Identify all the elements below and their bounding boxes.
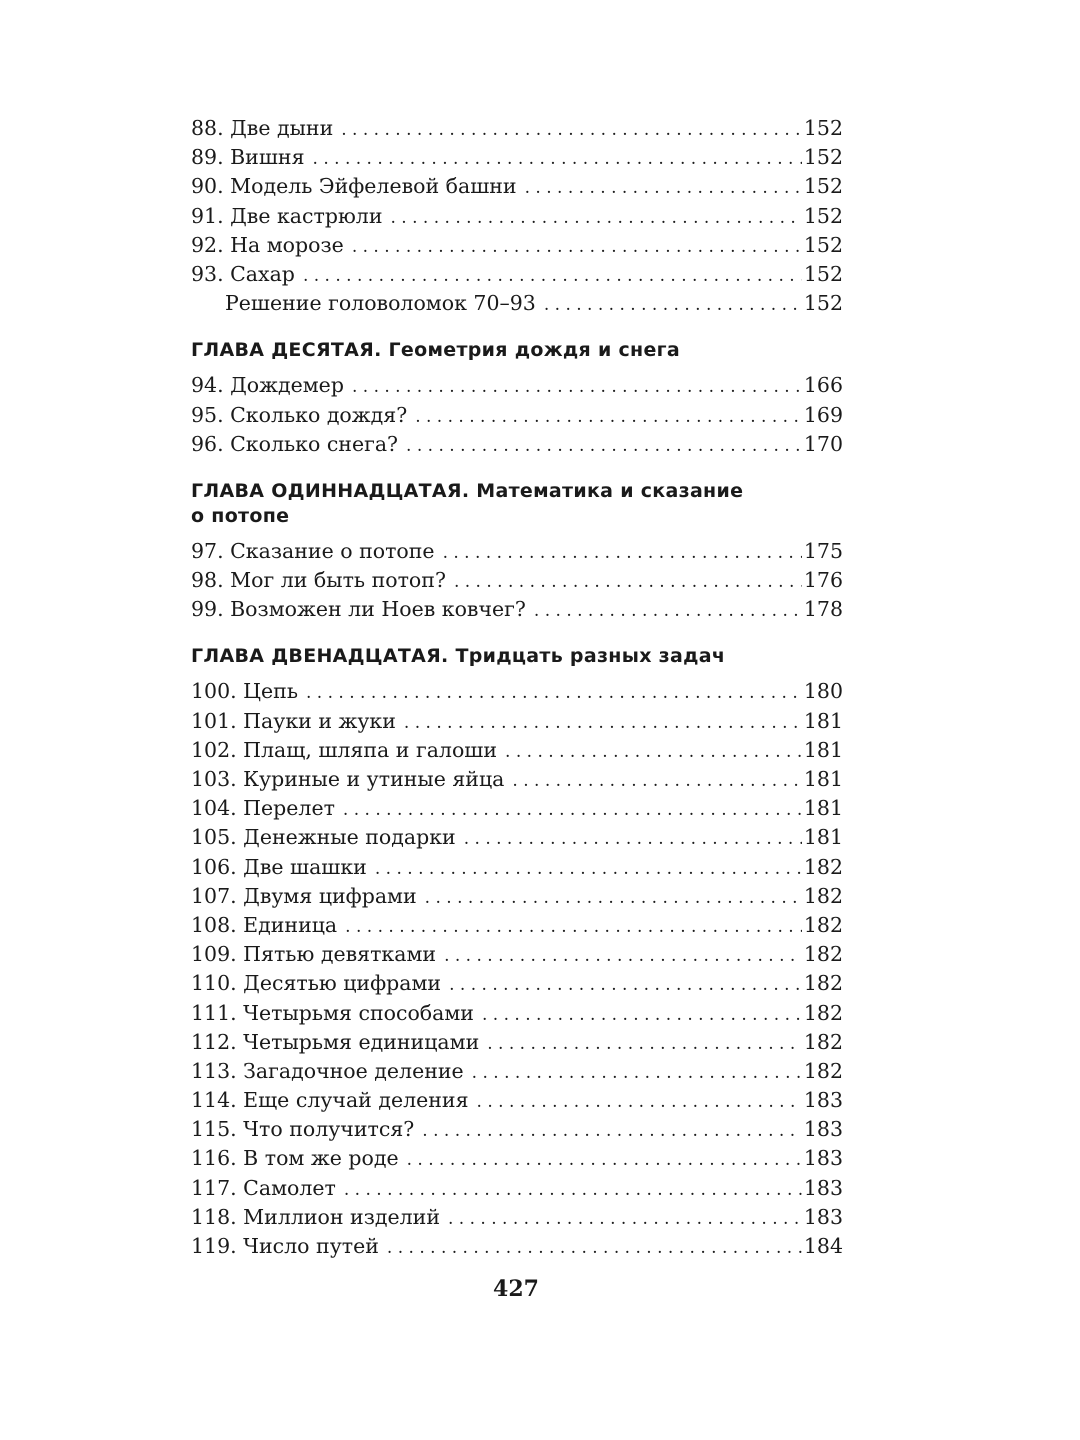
- toc-entry-title: 98. Мог ли быть потоп?: [191, 568, 446, 593]
- toc-entry-page: 166: [803, 373, 843, 398]
- toc-entry-page: 181: [803, 796, 843, 821]
- toc-entry[interactable]: [191, 853, 843, 882]
- toc-entry-title: 95. Сколько дождя?: [191, 402, 408, 427]
- toc-entry-title: 96. Сколько снега?: [191, 431, 399, 456]
- toc-entry-title: 94. Дождемер: [191, 373, 344, 398]
- toc-entry-page: 183: [803, 1088, 843, 1113]
- toc-entry[interactable]: [191, 566, 843, 595]
- toc-entry-page: 182: [803, 883, 843, 908]
- chapter-heading: [191, 338, 843, 363]
- toc-entry-page: 183: [803, 1117, 843, 1142]
- dot-leader: [425, 884, 802, 913]
- toc-entry-title: 104. Перелет: [191, 796, 335, 821]
- toc-entry-title: 102. Плащ, шляпа и галоши: [191, 737, 498, 762]
- table-of-contents: [191, 114, 843, 1261]
- toc-entry-title: 107. Двумя цифрами: [191, 883, 417, 908]
- toc-entry-title: 117. Самолет: [191, 1175, 336, 1200]
- dot-leader: [512, 767, 801, 796]
- dot-leader: [454, 568, 802, 597]
- toc-entry-page: 169: [803, 402, 843, 427]
- toc-entry-page: 176: [803, 568, 843, 593]
- toc-entry-title: 91. Две кастрюли: [191, 203, 383, 228]
- toc-entry[interactable]: [191, 231, 843, 260]
- toc-entry-page: 184: [803, 1234, 843, 1258]
- toc-entry-page: 152: [803, 232, 843, 257]
- toc-entry-title: 119. Число путей: [191, 1234, 379, 1258]
- chapter-heading-line: о потопе: [191, 504, 290, 527]
- toc-entry-page: 178: [803, 597, 843, 622]
- toc-entry[interactable]: [191, 289, 843, 318]
- dot-leader: [444, 942, 802, 971]
- toc-entry-page: 182: [803, 942, 843, 967]
- toc-entry[interactable]: [191, 823, 843, 852]
- toc-entry-page: 152: [803, 291, 843, 316]
- toc-entry-title: 89. Вишня: [191, 145, 305, 170]
- chapter-heading: [191, 644, 843, 669]
- toc-entry-title: 108. Единица: [191, 912, 338, 937]
- dot-leader: [404, 709, 802, 738]
- toc-entry-page: 182: [803, 1029, 843, 1054]
- toc-entry[interactable]: [191, 1232, 843, 1261]
- toc-entry[interactable]: [191, 1174, 843, 1203]
- toc-entry-page: 152: [803, 145, 843, 170]
- toc-entry[interactable]: [191, 911, 843, 940]
- toc-entry[interactable]: [191, 202, 843, 231]
- dot-leader: [306, 679, 802, 708]
- toc-entry-title: 97. Сказание о потопе: [191, 538, 435, 563]
- toc-entry[interactable]: [191, 1057, 843, 1086]
- toc-entry[interactable]: [191, 736, 843, 765]
- toc-section: [191, 479, 843, 625]
- dot-leader: [352, 233, 802, 262]
- dot-leader: [391, 204, 802, 233]
- toc-entry-title: 110. Десятью цифрами: [191, 971, 442, 996]
- dot-leader: [482, 1001, 802, 1030]
- toc-entry-title: 109. Пятью девятками: [191, 942, 437, 967]
- toc-entry-title: 112. Четырьмя единицами: [191, 1029, 480, 1054]
- toc-entry-page: 181: [803, 825, 843, 850]
- toc-entry-page: 175: [803, 538, 843, 563]
- toc-entry[interactable]: [191, 794, 843, 823]
- toc-entry[interactable]: [191, 1144, 843, 1173]
- toc-entry[interactable]: [191, 114, 843, 143]
- toc-entry[interactable]: [191, 1115, 843, 1144]
- toc-entry[interactable]: [191, 677, 843, 706]
- dot-leader: [534, 597, 802, 626]
- toc-entry-title: 103. Куриные и утиные яйца: [191, 767, 505, 791]
- toc-entry[interactable]: [191, 707, 843, 736]
- toc-entry-title: 114. Еще случай деления: [191, 1088, 469, 1113]
- toc-entry-title: 88. Две дыни: [191, 116, 334, 140]
- toc-entry-page: 170: [803, 431, 843, 456]
- toc-entry-page: 182: [803, 1058, 843, 1083]
- toc-entry-page: 152: [803, 261, 843, 286]
- toc-entry-page: 183: [803, 1146, 843, 1171]
- dot-leader: [464, 825, 802, 854]
- toc-entry-title: 92. На морозе: [191, 232, 344, 257]
- toc-entry-page: 181: [803, 767, 843, 791]
- toc-section: [191, 114, 843, 318]
- dot-leader: [505, 738, 802, 767]
- toc-entry[interactable]: [191, 999, 843, 1028]
- dot-leader: [415, 403, 802, 432]
- toc-section: [191, 644, 843, 1261]
- toc-entry-title: 90. Модель Эйфелевой башни: [191, 174, 517, 199]
- toc-entry[interactable]: [191, 882, 843, 911]
- toc-entry[interactable]: [191, 537, 843, 566]
- toc-entry[interactable]: [191, 371, 843, 400]
- dot-leader: [448, 1205, 802, 1234]
- toc-entry-page: 181: [803, 737, 843, 762]
- toc-entry[interactable]: [191, 1203, 843, 1232]
- toc-entry-title: 106. Две шашки: [191, 854, 367, 879]
- toc-entry-title: 100. Цепь: [191, 679, 298, 704]
- dot-leader: [422, 1117, 802, 1146]
- toc-entry-page: 182: [803, 854, 843, 879]
- dot-leader: [341, 116, 802, 145]
- chapter-heading-line: ГЛАВА ОДИННАДЦАТАЯ. Математика и сказание: [191, 479, 744, 502]
- dot-leader: [303, 262, 802, 291]
- dot-leader: [449, 971, 802, 1000]
- dot-leader: [406, 432, 802, 461]
- toc-entry[interactable]: [191, 172, 843, 201]
- toc-entry-page: 182: [803, 1000, 843, 1025]
- dot-leader: [477, 1088, 802, 1117]
- toc-entry[interactable]: [191, 430, 843, 459]
- toc-entry-page: 152: [803, 203, 843, 228]
- toc-entry[interactable]: [191, 260, 843, 289]
- dot-leader: [345, 913, 802, 942]
- dot-leader: [313, 145, 802, 174]
- toc-entry-page: 180: [803, 679, 843, 704]
- toc-entry-title: 113. Загадочное деление: [191, 1058, 464, 1083]
- dot-leader: [487, 1030, 802, 1059]
- toc-entry-title: 101. Пауки и жуки: [191, 708, 396, 733]
- toc-entry[interactable]: [191, 143, 843, 172]
- toc-entry-page: 181: [803, 708, 843, 733]
- chapter-heading-line: ГЛАВА ДВЕНАДЦАТАЯ. Тридцать разных задач: [191, 645, 726, 668]
- toc-entry[interactable]: [191, 940, 843, 969]
- toc-entry-title: 118. Миллион изделий: [191, 1204, 440, 1229]
- chapter-heading: [191, 479, 843, 529]
- toc-entry-page: 183: [803, 1204, 843, 1229]
- toc-entry-page: 182: [803, 971, 843, 996]
- dot-leader: [472, 1059, 802, 1088]
- dot-leader: [525, 174, 802, 203]
- toc-entry-title: 93. Сахар: [191, 261, 295, 286]
- toc-entry-page: 183: [803, 1175, 843, 1200]
- toc-entry-title: Решение головоломок 70–93: [225, 291, 536, 316]
- dot-leader: [407, 1146, 802, 1175]
- toc-entry-title: 99. Возможен ли Ноев ковчег?: [191, 597, 526, 622]
- dot-leader: [387, 1234, 802, 1263]
- toc-section: [191, 338, 843, 459]
- toc-entry[interactable]: [191, 765, 843, 794]
- toc-entry-page: 182: [803, 912, 843, 937]
- toc-entry[interactable]: [191, 969, 843, 998]
- toc-entry-title: 111. Четырьмя способами: [191, 1000, 474, 1025]
- dot-leader: [375, 855, 802, 884]
- toc-entry-title: 115. Что получится?: [191, 1117, 415, 1142]
- toc-entry[interactable]: [191, 1086, 843, 1115]
- toc-entry[interactable]: [191, 401, 843, 430]
- dot-leader: [443, 539, 802, 568]
- toc-entry[interactable]: [191, 1028, 843, 1057]
- dot-leader: [352, 373, 802, 402]
- toc-entry-title: 105. Денежные подарки: [191, 825, 456, 850]
- dot-leader: [544, 291, 802, 320]
- toc-entry-page: 152: [803, 116, 843, 140]
- dot-leader: [343, 796, 802, 825]
- dot-leader: [344, 1176, 802, 1205]
- toc-entry-title: 116. В том же роде: [191, 1146, 399, 1171]
- page-number: 427: [493, 1276, 539, 1302]
- chapter-heading-line: ГЛАВА ДЕСЯТАЯ. Геометрия дождя и снега: [191, 339, 681, 362]
- toc-entry[interactable]: [191, 595, 843, 624]
- toc-entry-page: 152: [803, 174, 843, 199]
